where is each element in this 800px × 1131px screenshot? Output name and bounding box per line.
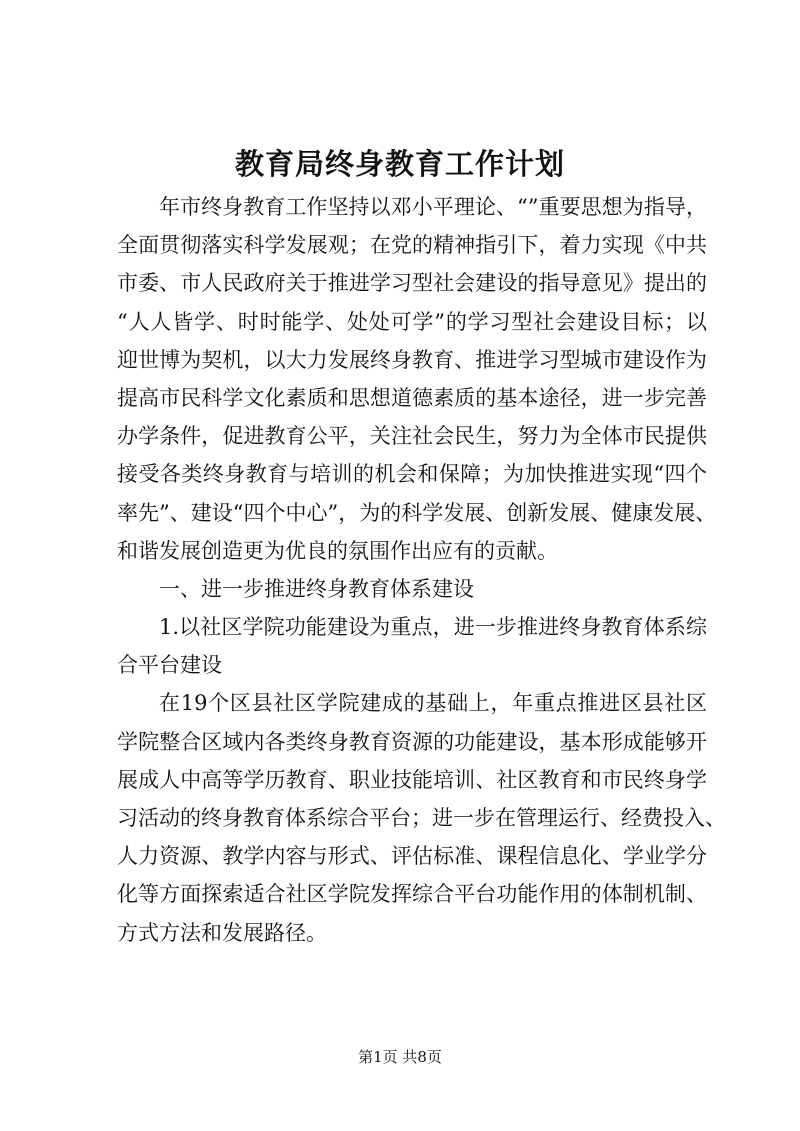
text-line: 提高市民科学文化素质和思想道德素质的基本途径，进一步完善	[117, 385, 707, 410]
text-line: 人力资源、教学内容与形式、评估标准、课程信息化、学业学分	[117, 844, 707, 869]
text-line: 化等方面探索适合社区学院发挥综合平台功能作用的体制机制、	[117, 882, 707, 907]
text-line: 展成人中高等学历教育、职业技能培训、社区教育和市民终身学	[117, 767, 707, 792]
text-line: 在19个区县社区学院建成的基础上，年重点推进区县社区	[159, 691, 707, 716]
subsection-heading: 合平台建设	[117, 653, 222, 678]
text-line: 学院整合区域内各类终身教育资源的功能建设，基本形成能够开	[117, 729, 707, 754]
text-line: 市委、市人民政府关于推进学习型社会建设的指导意见》提出的	[117, 271, 707, 296]
text-line: “人人皆学、时时能学、处处可学”的学习型社会建设目标；以	[117, 309, 707, 334]
page-number: 第1页 共8页	[358, 1048, 442, 1066]
text-line: 办学条件，促进教育公平，关注社会民生，努力为全体市民提供	[117, 424, 707, 449]
text-line: 接受各类终身教育与培训的机会和保障；为加快推进实现“四个	[117, 462, 707, 487]
document-title: 教育局终身教育工作计划	[234, 147, 565, 181]
text-line: 率先”、建设“四个中心”，为的科学发展、创新发展、健康发展、	[117, 500, 717, 525]
text-line: 习活动的终身教育体系综合平台；进一步在管理运行、经费投入、	[117, 806, 726, 830]
text-line: 和谐发展创造更为优良的氛围作出应有的贡献。	[117, 538, 558, 563]
document-body	[117, 188, 726, 952]
text-line: 迎世博为契机，以大力发展终身教育、推进学习型城市建设作为	[117, 347, 707, 372]
subsection-heading: 1.以社区学院功能建设为重点，进一步推进终身教育体系综	[159, 615, 707, 640]
text-line: 全面贯彻落实科学发展观；在党的精神指引下，着力实现《中共	[117, 233, 707, 258]
text-line: 方式方法和发展路径。	[117, 920, 327, 945]
section-heading: 一、进一步推进终身教育体系建设	[159, 576, 474, 601]
text-line: 年市终身教育工作坚持以邓小平理论、“”重要思想为指导，	[159, 195, 707, 219]
